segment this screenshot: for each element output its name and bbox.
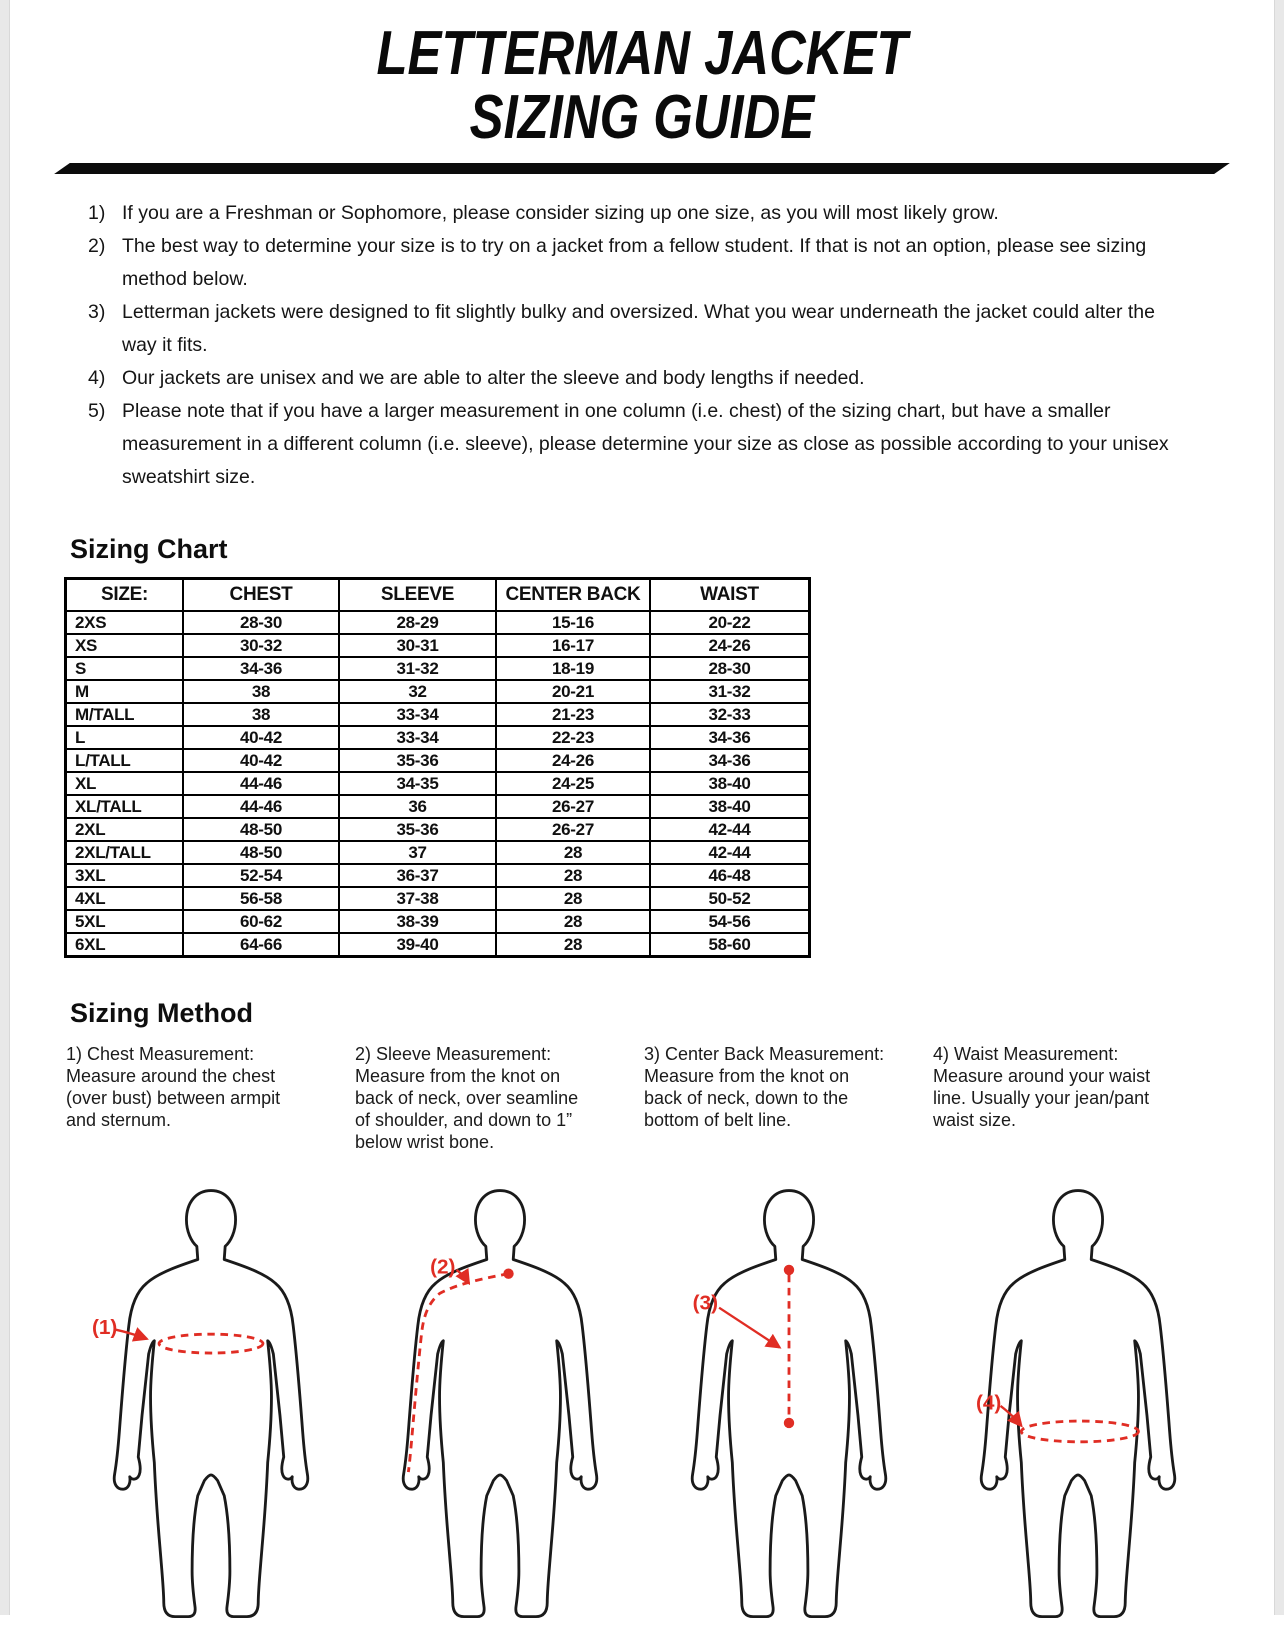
value-cell: 28-30 <box>650 657 810 680</box>
table-row <box>66 680 810 703</box>
method-desc-waist: Measure around your waist line. Usually your jean/pant waist size. <box>933 1066 1151 1130</box>
method-title-chest: 1) Chest Measurement: <box>66 1044 255 1064</box>
column-header: WAIST <box>650 579 810 612</box>
value-cell: 32 <box>339 680 496 703</box>
value-cell: 44-46 <box>183 795 339 818</box>
size-cell: 5XL <box>66 910 184 933</box>
column-header: CENTER BACK <box>496 579 650 612</box>
value-cell: 64-66 <box>183 933 339 957</box>
value-cell: 31-32 <box>339 657 496 680</box>
sizing-chart-table <box>64 577 811 958</box>
value-cell: 24-26 <box>496 749 650 772</box>
value-cell: 42-44 <box>650 818 810 841</box>
note-number: 4) <box>88 367 106 389</box>
title-line-1: LETTERMAN JACKET <box>376 19 908 88</box>
note-number: 5) <box>88 400 106 422</box>
value-cell: 24-25 <box>496 772 650 795</box>
value-cell: 40-42 <box>183 749 339 772</box>
table-row <box>66 634 810 657</box>
note-item <box>88 296 1222 362</box>
note-item <box>88 197 1222 230</box>
body-outline <box>692 1191 886 1617</box>
table-row <box>66 611 810 634</box>
size-cell: 2XL/TALL <box>66 841 184 864</box>
column-header: SLEEVE <box>339 579 496 612</box>
value-cell: 58-60 <box>650 933 810 957</box>
center-back-bottom-dot <box>783 1418 793 1428</box>
body-outline <box>114 1191 308 1617</box>
page-title <box>62 0 1222 150</box>
sizing-chart-heading: Sizing Chart <box>70 534 228 564</box>
size-cell: 4XL <box>66 887 184 910</box>
method-desc-center-back: Measure from the knot on back of neck, down to the bottom of belt line. <box>644 1066 850 1130</box>
center-back-annotation-label: (3) <box>692 1291 718 1315</box>
value-cell: 36-37 <box>339 864 496 887</box>
method-title-sleeve: 2) Sleeve Measurement: <box>355 1044 552 1064</box>
value-cell: 37-38 <box>339 887 496 910</box>
body-figure-center-back <box>666 1183 912 1627</box>
value-cell: 30-31 <box>339 634 496 657</box>
note-text: The best way to determine your size is to try on a jacket from a fellow student. If that is not an option, please see sizing method below. <box>122 235 1147 290</box>
column-header: SIZE: <box>66 579 184 612</box>
value-cell: 42-44 <box>650 841 810 864</box>
figure-waist <box>933 1183 1222 1627</box>
value-cell: 38-40 <box>650 795 810 818</box>
value-cell: 38-39 <box>339 910 496 933</box>
value-cell: 48-50 <box>183 818 339 841</box>
value-cell: 54-56 <box>650 910 810 933</box>
value-cell: 36 <box>339 795 496 818</box>
value-cell: 34-36 <box>183 657 339 680</box>
value-cell: 30-32 <box>183 634 339 657</box>
figure-center-back <box>644 1183 933 1627</box>
value-cell: 22-23 <box>496 726 650 749</box>
table-row <box>66 772 810 795</box>
method-column-waist <box>933 1043 1222 1627</box>
size-cell: 2XL <box>66 818 184 841</box>
method-text-chest <box>66 1043 355 1183</box>
value-cell: 34-36 <box>650 726 810 749</box>
sizing-method-heading: Sizing Method <box>70 998 253 1028</box>
size-cell: M/TALL <box>66 703 184 726</box>
value-cell: 40-42 <box>183 726 339 749</box>
note-text: Our jackets are unisex and we are able to alter the sleeve and body lengths if needed. <box>122 367 865 389</box>
value-cell: 38 <box>183 680 339 703</box>
sizing-chart-table-head <box>66 579 810 612</box>
value-cell: 28 <box>496 910 650 933</box>
value-cell: 20-21 <box>496 680 650 703</box>
table-row <box>66 818 810 841</box>
size-cell: XS <box>66 634 184 657</box>
header-row <box>66 579 810 612</box>
value-cell: 31-32 <box>650 680 810 703</box>
value-cell: 56-58 <box>183 887 339 910</box>
value-cell: 33-34 <box>339 703 496 726</box>
table-row <box>66 887 810 910</box>
table-row <box>66 864 810 887</box>
value-cell: 38 <box>183 703 339 726</box>
value-cell: 28-30 <box>183 611 339 634</box>
value-cell: 28 <box>496 933 650 957</box>
sleeve-annotation-label: (2) <box>429 1255 455 1279</box>
value-cell: 50-52 <box>650 887 810 910</box>
method-desc-sleeve: Measure from the knot on back of neck, over seamline of shoulder, and down to 1” below wrist bone. <box>355 1066 579 1152</box>
size-cell: L/TALL <box>66 749 184 772</box>
value-cell: 39-40 <box>339 933 496 957</box>
page-right-margin <box>1274 0 1284 1615</box>
table-row <box>66 703 810 726</box>
method-column-chest <box>66 1043 355 1627</box>
value-cell: 35-36 <box>339 818 496 841</box>
value-cell: 38-40 <box>650 772 810 795</box>
value-cell: 18-19 <box>496 657 650 680</box>
value-cell: 24-26 <box>650 634 810 657</box>
value-cell: 44-46 <box>183 772 339 795</box>
figure-sleeve <box>355 1183 644 1627</box>
body-figure-chest <box>88 1183 334 1627</box>
value-cell: 28-29 <box>339 611 496 634</box>
value-cell: 28 <box>496 887 650 910</box>
note-item <box>88 362 1222 395</box>
sizing-method-columns <box>66 1043 1222 1627</box>
note-text: Please note that if you have a larger measurement in one column (i.e. chest) of the sizing chart, but have a smaller measurement in a different column (i.e. sleeve), please determine your size as close as possible according to your unisex sweatshirt size. <box>122 400 1169 488</box>
value-cell: 15-16 <box>496 611 650 634</box>
value-cell: 26-27 <box>496 795 650 818</box>
table-row <box>66 910 810 933</box>
sizing-chart-table-body <box>66 611 810 957</box>
table-row <box>66 795 810 818</box>
note-number: 2) <box>88 235 106 257</box>
table-row <box>66 726 810 749</box>
value-cell: 26-27 <box>496 818 650 841</box>
body-figure-waist <box>955 1183 1201 1627</box>
value-cell: 35-36 <box>339 749 496 772</box>
body-outline <box>403 1191 597 1617</box>
body-outline <box>981 1191 1175 1617</box>
size-cell: XL <box>66 772 184 795</box>
title-line-2: SIZING GUIDE <box>469 83 815 152</box>
value-cell: 34-35 <box>339 772 496 795</box>
value-cell: 46-48 <box>650 864 810 887</box>
value-cell: 32-33 <box>650 703 810 726</box>
note-number: 3) <box>88 301 106 323</box>
value-cell: 60-62 <box>183 910 339 933</box>
note-number: 1) <box>88 202 106 224</box>
method-title-center-back: 3) Center Back Measurement: <box>644 1044 885 1064</box>
body-figure-sleeve <box>377 1183 623 1627</box>
value-cell: 28 <box>496 841 650 864</box>
table-row <box>66 841 810 864</box>
note-item <box>88 230 1222 296</box>
table-row <box>66 933 810 957</box>
method-desc-chest: Measure around the chest (over bust) between armpit and sternum. <box>66 1066 281 1130</box>
value-cell: 37 <box>339 841 496 864</box>
method-text-sleeve <box>355 1043 644 1183</box>
sleeve-neck-dot <box>503 1268 513 1278</box>
note-text: If you are a Freshman or Sophomore, please consider sizing up one size, as you will most likely grow. <box>122 202 999 224</box>
size-cell: S <box>66 657 184 680</box>
table-row <box>66 657 810 680</box>
figure-chest <box>66 1183 355 1627</box>
table-row <box>66 749 810 772</box>
value-cell: 21-23 <box>496 703 650 726</box>
size-cell: 2XS <box>66 611 184 634</box>
value-cell: 34-36 <box>650 749 810 772</box>
value-cell: 16-17 <box>496 634 650 657</box>
size-cell: XL/TALL <box>66 795 184 818</box>
size-cell: 6XL <box>66 933 184 957</box>
method-text-waist <box>933 1043 1222 1183</box>
center-back-top-dot <box>783 1265 793 1275</box>
value-cell: 33-34 <box>339 726 496 749</box>
value-cell: 20-22 <box>650 611 810 634</box>
title-divider-rule <box>54 163 1230 174</box>
notes-list <box>88 197 1222 494</box>
value-cell: 52-54 <box>183 864 339 887</box>
method-text-center-back <box>644 1043 933 1183</box>
chest-annotation-label: (1) <box>91 1316 117 1340</box>
size-cell: 3XL <box>66 864 184 887</box>
waist-annotation-label: (4) <box>975 1391 1001 1415</box>
value-cell: 48-50 <box>183 841 339 864</box>
value-cell: 28 <box>496 864 650 887</box>
method-title-waist: 4) Waist Measurement: <box>933 1044 1119 1064</box>
note-text: Letterman jackets were designed to fit slightly bulky and oversized. What you wear underneath the jacket could alter the way it fits. <box>122 301 1155 356</box>
size-cell: L <box>66 726 184 749</box>
column-header: CHEST <box>183 579 339 612</box>
size-cell: M <box>66 680 184 703</box>
method-column-sleeve <box>355 1043 644 1627</box>
method-column-center-back <box>644 1043 933 1627</box>
note-item <box>88 395 1222 494</box>
page-left-margin <box>0 0 10 1615</box>
